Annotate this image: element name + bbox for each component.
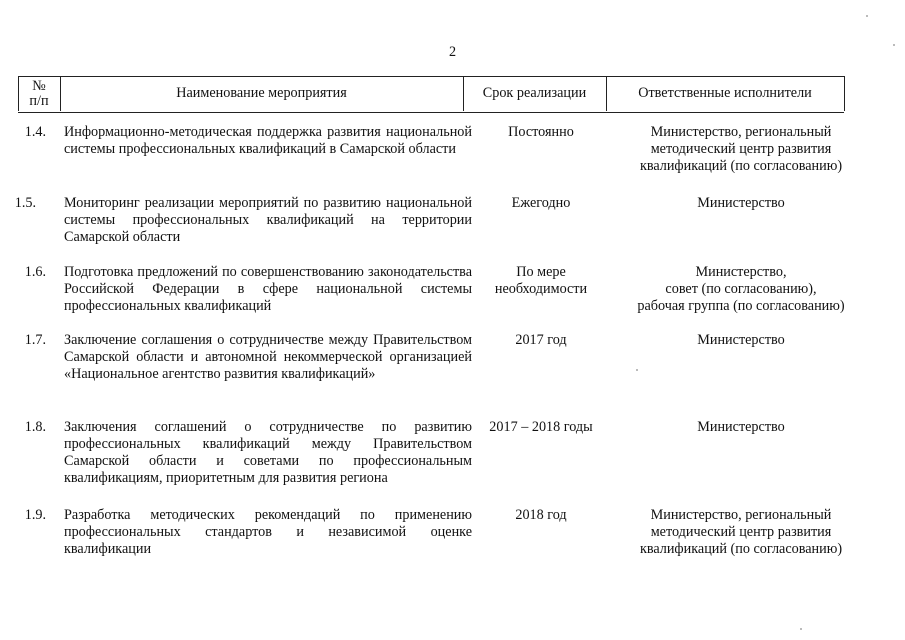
row-term: Постоянно (508, 124, 574, 140)
header-name: Наименование мероприятия (176, 85, 347, 101)
row-responsible: Министерство (697, 195, 785, 211)
row-num: 1.6. (24, 264, 46, 280)
scan-speck (866, 15, 868, 17)
header-responsible: Ответственные исполнители (638, 85, 812, 101)
scan-speck (893, 44, 895, 46)
row-responsible: Министерство (697, 419, 785, 435)
row-term: 2017 – 2018 годы (489, 419, 593, 435)
row-num: 1.5. (14, 195, 36, 211)
scan-speck (636, 369, 638, 371)
row-name: Заключения соглашений о сотрудничестве по развитию профессиональных квалификаций между Правительством Самарской области и советами по профессиональным квалификациям, приоритетным для развития региона (64, 419, 472, 486)
row-name: Разработка методических рекомендаций по применению профессиональных стандартов и независимой оценке квалификации (64, 507, 472, 557)
row-num: 1.4. (24, 124, 46, 140)
row-responsible: Министерство, региональный методический центр развития квалификаций (по согласованию) (639, 124, 843, 174)
header-term: Срок реализации (482, 85, 587, 101)
row-num: 1.8. (24, 419, 46, 435)
row-responsible: Министерство (697, 332, 785, 348)
header-divider (844, 76, 845, 111)
row-num: 1.7. (24, 332, 46, 348)
row-num: 1.9. (24, 507, 46, 523)
row-responsible: Министерство, совет (по согласованию), рабочая группа (по согласованию) (637, 264, 845, 314)
row-term: 2017 год (515, 332, 567, 348)
row-term: По мере необходимости (494, 264, 588, 297)
scan-speck (800, 628, 802, 630)
row-term: 2018 год (515, 507, 567, 523)
row-responsible: Министерство, региональный методический центр развития квалификаций (по согласованию) (639, 507, 843, 557)
row-name: Информационно-методическая поддержка развития национальной системы профессиональных квалификаций в Самарской области (64, 124, 472, 157)
row-term: Ежегодно (511, 195, 571, 211)
row-name: Мониторинг реализации мероприятий по развитию национальной системы профессиональных квалификаций на территории Самарской области (64, 195, 472, 245)
row-name: Подготовка предложений по совершенствованию законодательства Российской Федерации в сфере национальной системы профессиональных квалификаций (64, 264, 472, 314)
page-number: 2 (448, 44, 457, 60)
row-name: Заключение соглашения о сотрудничестве между Правительством Самарской области и автономной некоммерческой организацией «Национальное агентство развития квалификаций» (64, 332, 472, 382)
header-num: № п/п (29, 77, 49, 109)
